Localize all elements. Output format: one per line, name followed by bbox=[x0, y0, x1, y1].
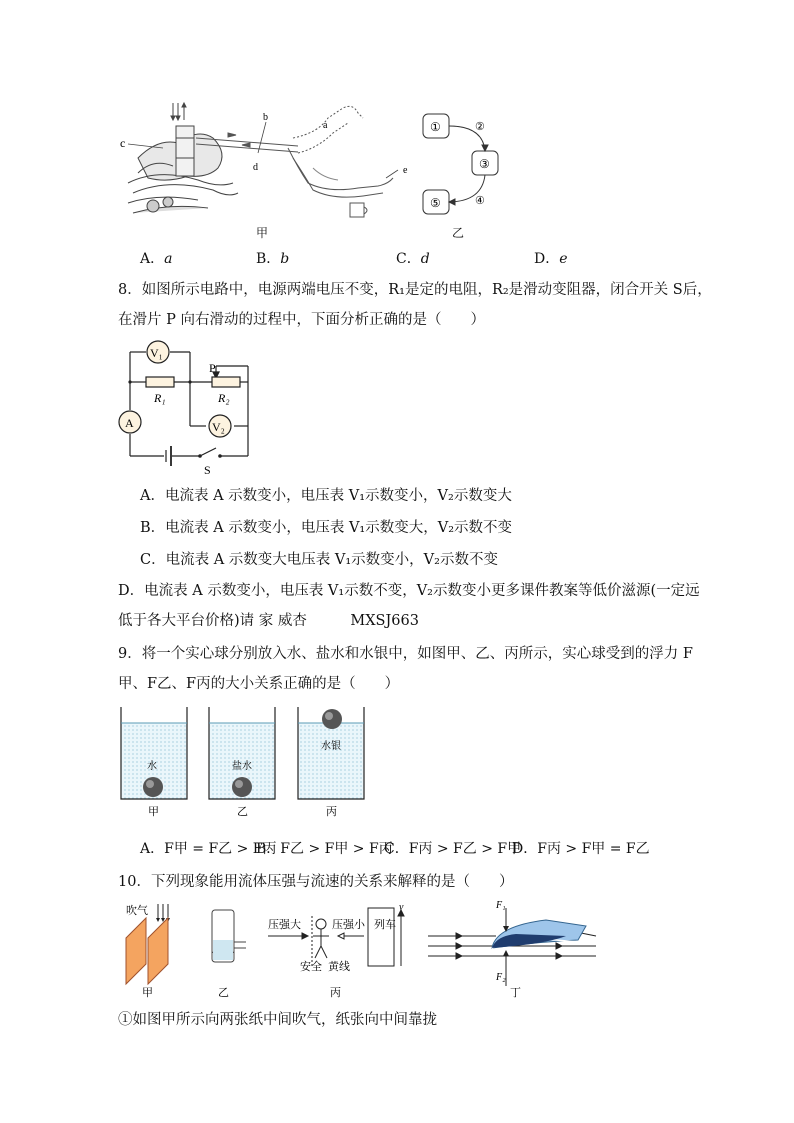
q8-option-d-line1[interactable]: D．电流表 A 示数变小，电压表 V₁示数不变，V₂示数变小更多课件教案等低价滋源(一定远 bbox=[118, 583, 700, 599]
beaker-caption-yi: 乙 bbox=[237, 806, 248, 818]
q7-option-c[interactable]: C．d bbox=[396, 251, 430, 267]
switch-s-label: S bbox=[204, 463, 211, 477]
node-3: ③ bbox=[479, 157, 490, 171]
q8-option-d-line2: 低于各大平台价格)请 家 威杏 MXSJ663 bbox=[118, 613, 419, 629]
liquid-mercury-label: 水银 bbox=[321, 741, 341, 752]
node-2: ② bbox=[475, 121, 485, 133]
q7-option-a[interactable]: A．a bbox=[140, 251, 173, 267]
q7-option-b[interactable]: B．b bbox=[256, 251, 290, 267]
yellow-line-label: 黄线 bbox=[328, 961, 350, 973]
v1-label: V₁ bbox=[150, 346, 163, 360]
ammeter-label: A bbox=[125, 416, 134, 430]
velocity-v-label: v bbox=[399, 902, 404, 913]
liquid-water-label: 水 bbox=[147, 761, 157, 772]
v2-label: V₂ bbox=[212, 420, 225, 434]
q7-figure-yi bbox=[420, 106, 500, 224]
q10-stem: 10．下列现象能用流体压强与流速的关系来解释的是（ ） bbox=[118, 874, 514, 890]
q10-figures bbox=[116, 896, 606, 1002]
high-pressure-label: 压强大 bbox=[268, 919, 301, 931]
label-b: b bbox=[263, 112, 268, 123]
r2-label: R₂ bbox=[218, 391, 230, 405]
q9-option-d[interactable]: D．F丙 > F甲 = F乙 bbox=[512, 841, 650, 857]
caption-bing: 丙 bbox=[330, 987, 341, 999]
blow-label: 吹气 bbox=[126, 905, 148, 917]
q8-circuit-diagram bbox=[116, 338, 256, 480]
liquid-saltwater-label: 盐水 bbox=[232, 761, 252, 772]
node-1: ① bbox=[430, 120, 441, 134]
node-4: ④ bbox=[475, 195, 485, 207]
caption-jia: 甲 bbox=[142, 987, 153, 999]
r1-label: R₁ bbox=[154, 391, 166, 405]
caption-ding: 丁 bbox=[510, 987, 521, 999]
q9-option-b[interactable]: B．F乙 > F甲 > F丙 bbox=[256, 841, 393, 857]
q10-item1: ①如图甲所示向两张纸中间吹气，纸张向中间靠拢 bbox=[118, 1012, 437, 1028]
beaker-caption-bing: 丙 bbox=[326, 806, 337, 818]
force-f2-label: F₂ bbox=[496, 972, 506, 983]
q7-caption-yi: 乙 bbox=[452, 226, 465, 240]
label-c: c bbox=[120, 136, 126, 150]
q9-stem-line2: 甲、F乙、F丙的大小关系正确的是（ ） bbox=[118, 676, 400, 692]
node-5: ⑤ bbox=[430, 196, 441, 210]
label-d: d bbox=[253, 162, 258, 173]
low-pressure-label: 压强小 bbox=[332, 919, 365, 931]
q8-option-b[interactable]: B．电流表 A 示数变小，电压表 V₁示数变大，V₂示数不变 bbox=[140, 520, 513, 536]
q9-stem-line1: 9．将一个实心球分别放入水、盐水和水银中，如图甲、乙、丙所示，实心球受到的浮力 F bbox=[118, 646, 693, 662]
q8-option-a[interactable]: A．电流表 A 示数变小，电压表 V₁示数变小，V₂示数变大 bbox=[140, 488, 512, 504]
q8-stem-line1: 8．如图所示电路中，电源两端电压不变，R₁是定的电阻，R₂是滑动变阻器，闭合开关 S后， bbox=[118, 282, 712, 298]
q7-figure-jia bbox=[118, 98, 418, 223]
q9-option-a[interactable]: A．F甲 = F乙 > F丙 bbox=[140, 841, 277, 857]
q8-option-c[interactable]: C．电流表 A 示数变大电压表 V₁示数变小，V₂示数不变 bbox=[140, 552, 498, 568]
slider-p-label: P bbox=[209, 361, 216, 375]
force-f1-label: F₁ bbox=[496, 900, 506, 911]
q7-option-d[interactable]: D．e bbox=[534, 251, 568, 267]
label-a: a bbox=[323, 120, 328, 131]
safe-label: 安全 bbox=[300, 961, 322, 973]
label-e: e bbox=[403, 165, 408, 176]
q8-stem-line2: 在滑片 P 向右滑动的过程中，下面分析正确的是（ ） bbox=[118, 312, 485, 328]
train-label: 列车 bbox=[374, 919, 396, 931]
q9-beakers-figure bbox=[116, 705, 376, 820]
caption-yi: 乙 bbox=[218, 987, 229, 999]
beaker-caption-jia: 甲 bbox=[148, 806, 159, 818]
q7-caption-jia: 甲 bbox=[256, 226, 269, 240]
q9-option-c[interactable]: C．F丙 > F乙 > F甲 bbox=[384, 841, 522, 857]
